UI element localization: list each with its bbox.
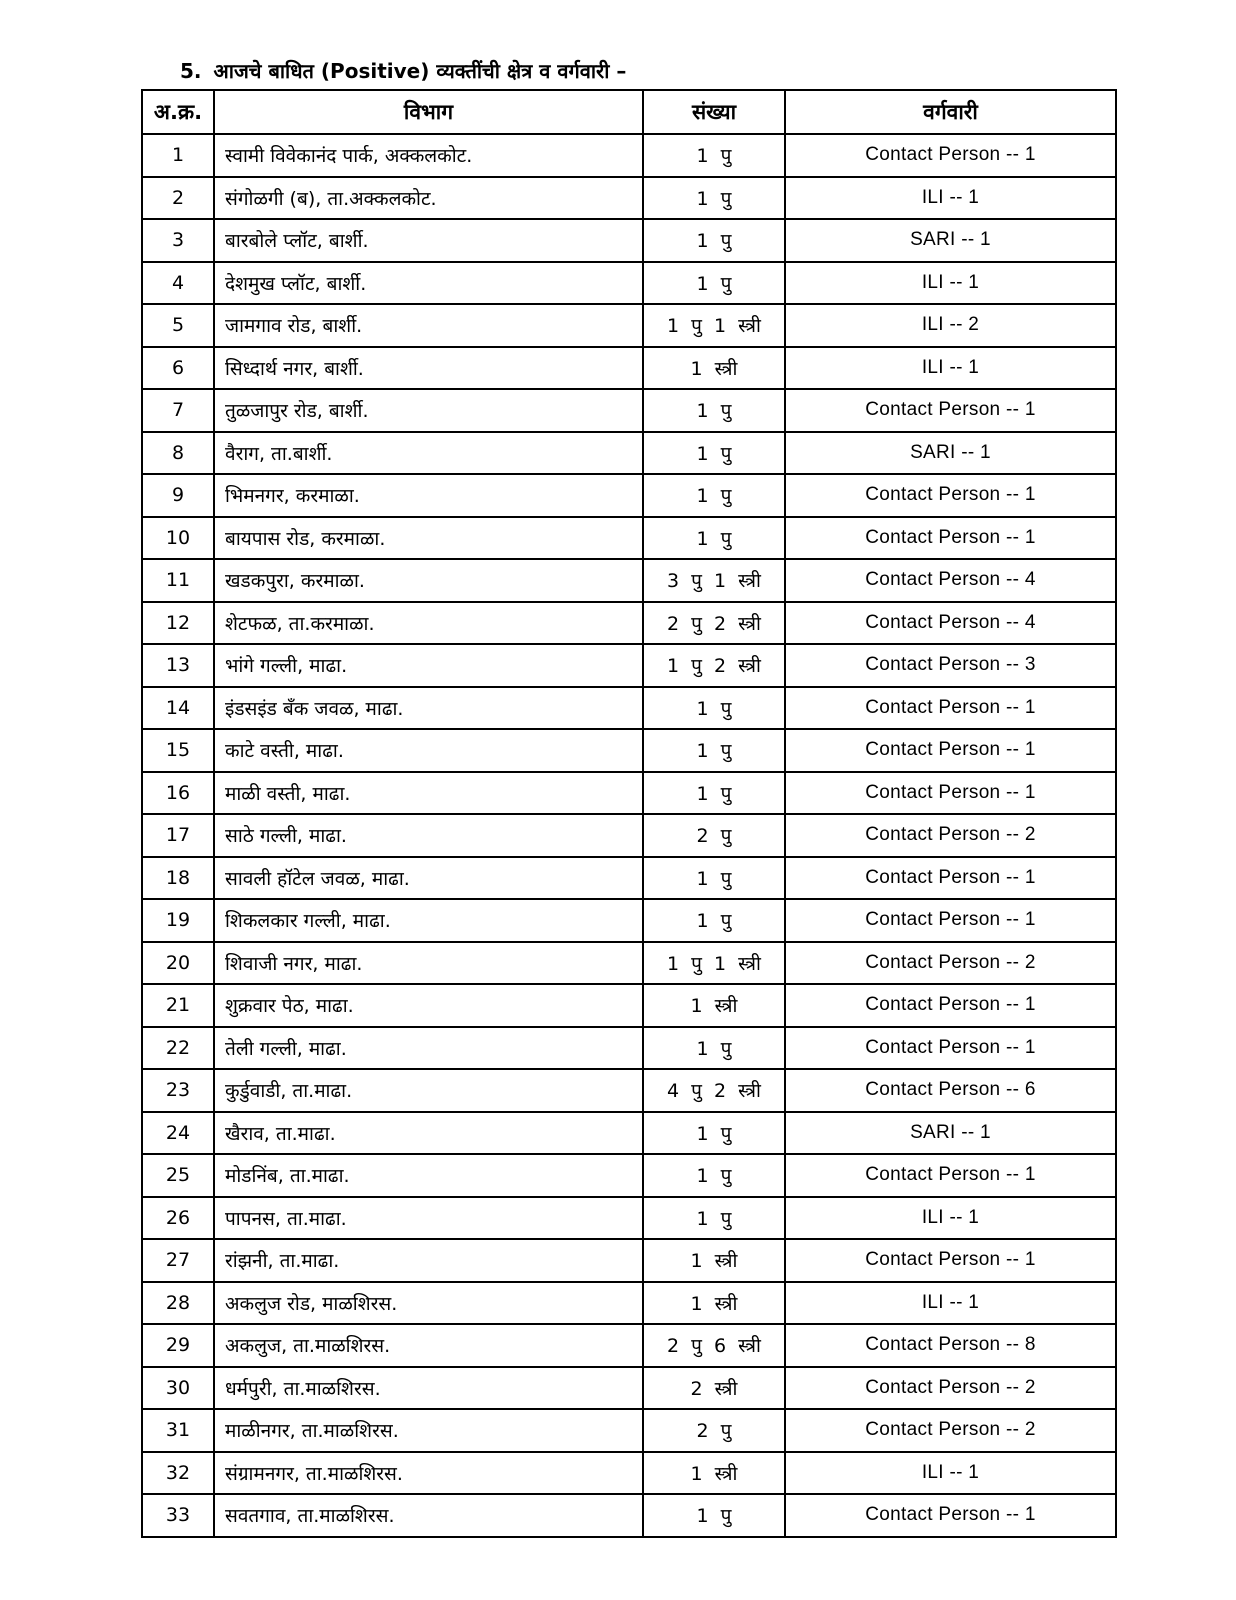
cell-category: Contact Person -- 1 (785, 1154, 1116, 1197)
table-row (142, 942, 1116, 985)
table-row (142, 389, 1116, 432)
cell-sr-no: 3 (142, 219, 214, 262)
cell-count: 1 पु (643, 432, 785, 475)
table-row (142, 432, 1116, 475)
cell-sr-no: 9 (142, 474, 214, 517)
table-row (142, 219, 1116, 262)
cell-sr-no: 20 (142, 942, 214, 985)
cell-count: 1 पु (643, 262, 785, 305)
table-row (142, 347, 1116, 390)
cell-count: 1 पु (643, 899, 785, 942)
cell-category: Contact Person -- 1 (785, 772, 1116, 815)
cell-sr-no: 33 (142, 1494, 214, 1537)
cell-sr-no: 8 (142, 432, 214, 475)
cell-sr-no: 31 (142, 1409, 214, 1452)
cell-category: ILI -- 1 (785, 262, 1116, 305)
cell-count: 2 पु (643, 1409, 785, 1452)
table-row (142, 602, 1116, 645)
cell-sr-no: 19 (142, 899, 214, 942)
cell-count: 1 पु 1 स्त्री (643, 304, 785, 347)
cell-sr-no: 27 (142, 1239, 214, 1282)
cell-area: जामगाव रोड, बार्शी. (214, 304, 643, 347)
table-row (142, 134, 1116, 177)
cell-category: Contact Person -- 1 (785, 134, 1116, 177)
cell-category: Contact Person -- 2 (785, 1409, 1116, 1452)
cell-sr-no: 15 (142, 729, 214, 772)
cell-area: खडकपुरा, करमाळा. (214, 559, 643, 602)
section-title: आजचे बाधित (Positive) व्यक्तींची क्षेत्र व वर्गवारी – (213, 59, 627, 83)
cell-area: धर्मपुरी, ता.माळशिरस. (214, 1367, 643, 1410)
cell-area: माळीनगर, ता.माळशिरस. (214, 1409, 643, 1452)
cell-area: कुर्डुवाडी, ता.माढा. (214, 1069, 643, 1112)
cell-area: संग्रामनगर, ता.माळशिरस. (214, 1452, 643, 1495)
cell-area: भांगे गल्ली, माढा. (214, 644, 643, 687)
cell-count: 1 पु 2 स्त्री (643, 644, 785, 687)
table-header-row (142, 90, 1116, 134)
cell-category: SARI -- 1 (785, 219, 1116, 262)
table-row (142, 1239, 1116, 1282)
cell-sr-no: 7 (142, 389, 214, 432)
cell-category: Contact Person -- 2 (785, 942, 1116, 985)
cell-count: 1 पु (643, 517, 785, 560)
cell-sr-no: 4 (142, 262, 214, 305)
cell-sr-no: 28 (142, 1282, 214, 1325)
cell-area: वैराग, ता.बार्शी. (214, 432, 643, 475)
cell-count: 2 पु 2 स्त्री (643, 602, 785, 645)
cell-count: 1 स्त्री (643, 984, 785, 1027)
cell-count: 2 स्त्री (643, 1367, 785, 1410)
cell-count: 1 पु (643, 772, 785, 815)
table-row (142, 1027, 1116, 1070)
cell-category: SARI -- 1 (785, 432, 1116, 475)
cell-count: 1 स्त्री (643, 347, 785, 390)
cell-count: 1 पु (643, 134, 785, 177)
cell-count: 1 पु (643, 177, 785, 220)
cell-category: Contact Person -- 1 (785, 1494, 1116, 1537)
table-row (142, 559, 1116, 602)
table-row (142, 984, 1116, 1027)
table-row (142, 687, 1116, 730)
cell-count: 1 पु (643, 729, 785, 772)
cell-category: Contact Person -- 2 (785, 814, 1116, 857)
cell-sr-no: 22 (142, 1027, 214, 1070)
cell-area: तुळजापुर रोड, बार्शी. (214, 389, 643, 432)
cell-count: 2 पु 6 स्त्री (643, 1324, 785, 1367)
header-area: विभाग (214, 90, 643, 134)
cell-category: ILI -- 1 (785, 1452, 1116, 1495)
table-row (142, 304, 1116, 347)
cell-area: सिध्दार्थ नगर, बार्शी. (214, 347, 643, 390)
table-row (142, 1154, 1116, 1197)
table-row (142, 1409, 1116, 1452)
cell-sr-no: 2 (142, 177, 214, 220)
cell-count: 1 पु (643, 1494, 785, 1537)
cell-sr-no: 26 (142, 1197, 214, 1240)
cell-area: इंडसइंड बँक जवळ, माढा. (214, 687, 643, 730)
cell-count: 4 पु 2 स्त्री (643, 1069, 785, 1112)
cell-sr-no: 12 (142, 602, 214, 645)
cell-sr-no: 23 (142, 1069, 214, 1112)
cell-category: ILI -- 2 (785, 304, 1116, 347)
cell-count: 1 पु (643, 1112, 785, 1155)
cell-sr-no: 17 (142, 814, 214, 857)
cell-count: 1 स्त्री (643, 1282, 785, 1325)
table-row (142, 644, 1116, 687)
cell-count: 1 पु (643, 1027, 785, 1070)
cell-area: सावली हॉटेल जवळ, माढा. (214, 857, 643, 900)
header-count: संख्या (643, 90, 785, 134)
table-row (142, 177, 1116, 220)
cell-sr-no: 5 (142, 304, 214, 347)
cell-sr-no: 10 (142, 517, 214, 560)
cell-area: बायपास रोड, करमाळा. (214, 517, 643, 560)
cell-category: Contact Person -- 8 (785, 1324, 1116, 1367)
cell-category: Contact Person -- 1 (785, 984, 1116, 1027)
table-row (142, 1367, 1116, 1410)
cell-sr-no: 13 (142, 644, 214, 687)
section-heading (180, 56, 626, 86)
cell-category: SARI -- 1 (785, 1112, 1116, 1155)
cell-count: 3 पु 1 स्त्री (643, 559, 785, 602)
table-row (142, 772, 1116, 815)
table-row (142, 729, 1116, 772)
cell-sr-no: 25 (142, 1154, 214, 1197)
positive-cases-table (141, 89, 1117, 1538)
cell-sr-no: 24 (142, 1112, 214, 1155)
cell-count: 1 पु (643, 1197, 785, 1240)
cell-area: भिमनगर, करमाळा. (214, 474, 643, 517)
cell-count: 2 पु (643, 814, 785, 857)
cell-category: Contact Person -- 1 (785, 857, 1116, 900)
cell-area: सवतगाव, ता.माळशिरस. (214, 1494, 643, 1537)
cell-sr-no: 30 (142, 1367, 214, 1410)
cell-area: देशमुख प्लॉट, बार्शी. (214, 262, 643, 305)
table-row (142, 1494, 1116, 1537)
table-row (142, 517, 1116, 560)
cell-category: Contact Person -- 6 (785, 1069, 1116, 1112)
cell-area: माळी वस्ती, माढा. (214, 772, 643, 815)
cell-sr-no: 21 (142, 984, 214, 1027)
table-row (142, 262, 1116, 305)
table-row (142, 474, 1116, 517)
cell-count: 1 पु (643, 389, 785, 432)
cell-area: रांझनी, ता.माढा. (214, 1239, 643, 1282)
cell-category: Contact Person -- 1 (785, 687, 1116, 730)
cell-sr-no: 14 (142, 687, 214, 730)
cell-category: Contact Person -- 3 (785, 644, 1116, 687)
cell-count: 1 पु 1 स्त्री (643, 942, 785, 985)
cell-category: Contact Person -- 1 (785, 474, 1116, 517)
cell-category: Contact Person -- 1 (785, 389, 1116, 432)
cell-sr-no: 16 (142, 772, 214, 815)
cell-sr-no: 11 (142, 559, 214, 602)
cell-count: 1 पु (643, 219, 785, 262)
section-number: 5. (180, 59, 202, 83)
cell-area: पापनस, ता.माढा. (214, 1197, 643, 1240)
cell-count: 1 स्त्री (643, 1239, 785, 1282)
cell-area: शिकलकार गल्ली, माढा. (214, 899, 643, 942)
cell-count: 1 पु (643, 1154, 785, 1197)
cell-category: ILI -- 1 (785, 1282, 1116, 1325)
cell-area: शेटफळ, ता.करमाळा. (214, 602, 643, 645)
cell-sr-no: 32 (142, 1452, 214, 1495)
cell-area: तेली गल्ली, माढा. (214, 1027, 643, 1070)
cell-count: 1 स्त्री (643, 1452, 785, 1495)
table-row (142, 857, 1116, 900)
cell-sr-no: 6 (142, 347, 214, 390)
table-row (142, 1452, 1116, 1495)
table-row (142, 1282, 1116, 1325)
cell-category: Contact Person -- 4 (785, 602, 1116, 645)
cell-category: Contact Person -- 4 (785, 559, 1116, 602)
header-category: वर्गवारी (785, 90, 1116, 134)
table-row (142, 899, 1116, 942)
cell-category: Contact Person -- 1 (785, 729, 1116, 772)
header-sr-no: अ.क्र. (142, 90, 214, 134)
cell-count: 1 पु (643, 857, 785, 900)
cell-sr-no: 18 (142, 857, 214, 900)
cell-area: बारबोले प्लॉट, बार्शी. (214, 219, 643, 262)
cell-area: साठे गल्ली, माढा. (214, 814, 643, 857)
cell-area: काटे वस्ती, माढा. (214, 729, 643, 772)
cell-sr-no: 29 (142, 1324, 214, 1367)
cell-area: शुक्रवार पेठ, माढा. (214, 984, 643, 1027)
cell-category: ILI -- 1 (785, 347, 1116, 390)
table-row (142, 1197, 1116, 1240)
cell-category: ILI -- 1 (785, 177, 1116, 220)
cell-sr-no: 1 (142, 134, 214, 177)
cell-category: Contact Person -- 1 (785, 899, 1116, 942)
cell-area: स्वामी विवेकानंद पार्क, अक्कलकोट. (214, 134, 643, 177)
cell-area: अकलुज रोड, माळशिरस. (214, 1282, 643, 1325)
cell-category: Contact Person -- 1 (785, 517, 1116, 560)
cell-area: खैराव, ता.माढा. (214, 1112, 643, 1155)
cell-count: 1 पु (643, 474, 785, 517)
cell-area: शिवाजी नगर, माढा. (214, 942, 643, 985)
table-row (142, 1069, 1116, 1112)
cell-category: ILI -- 1 (785, 1197, 1116, 1240)
cell-area: अकलुज, ता.माळशिरस. (214, 1324, 643, 1367)
cell-category: Contact Person -- 1 (785, 1027, 1116, 1070)
cell-count: 1 पु (643, 687, 785, 730)
cell-category: Contact Person -- 2 (785, 1367, 1116, 1410)
table-row (142, 814, 1116, 857)
cell-area: संगोळगी (ब), ता.अक्कलकोट. (214, 177, 643, 220)
cell-area: मोडनिंब, ता.माढा. (214, 1154, 643, 1197)
table-row (142, 1112, 1116, 1155)
cell-category: Contact Person -- 1 (785, 1239, 1116, 1282)
table-row (142, 1324, 1116, 1367)
